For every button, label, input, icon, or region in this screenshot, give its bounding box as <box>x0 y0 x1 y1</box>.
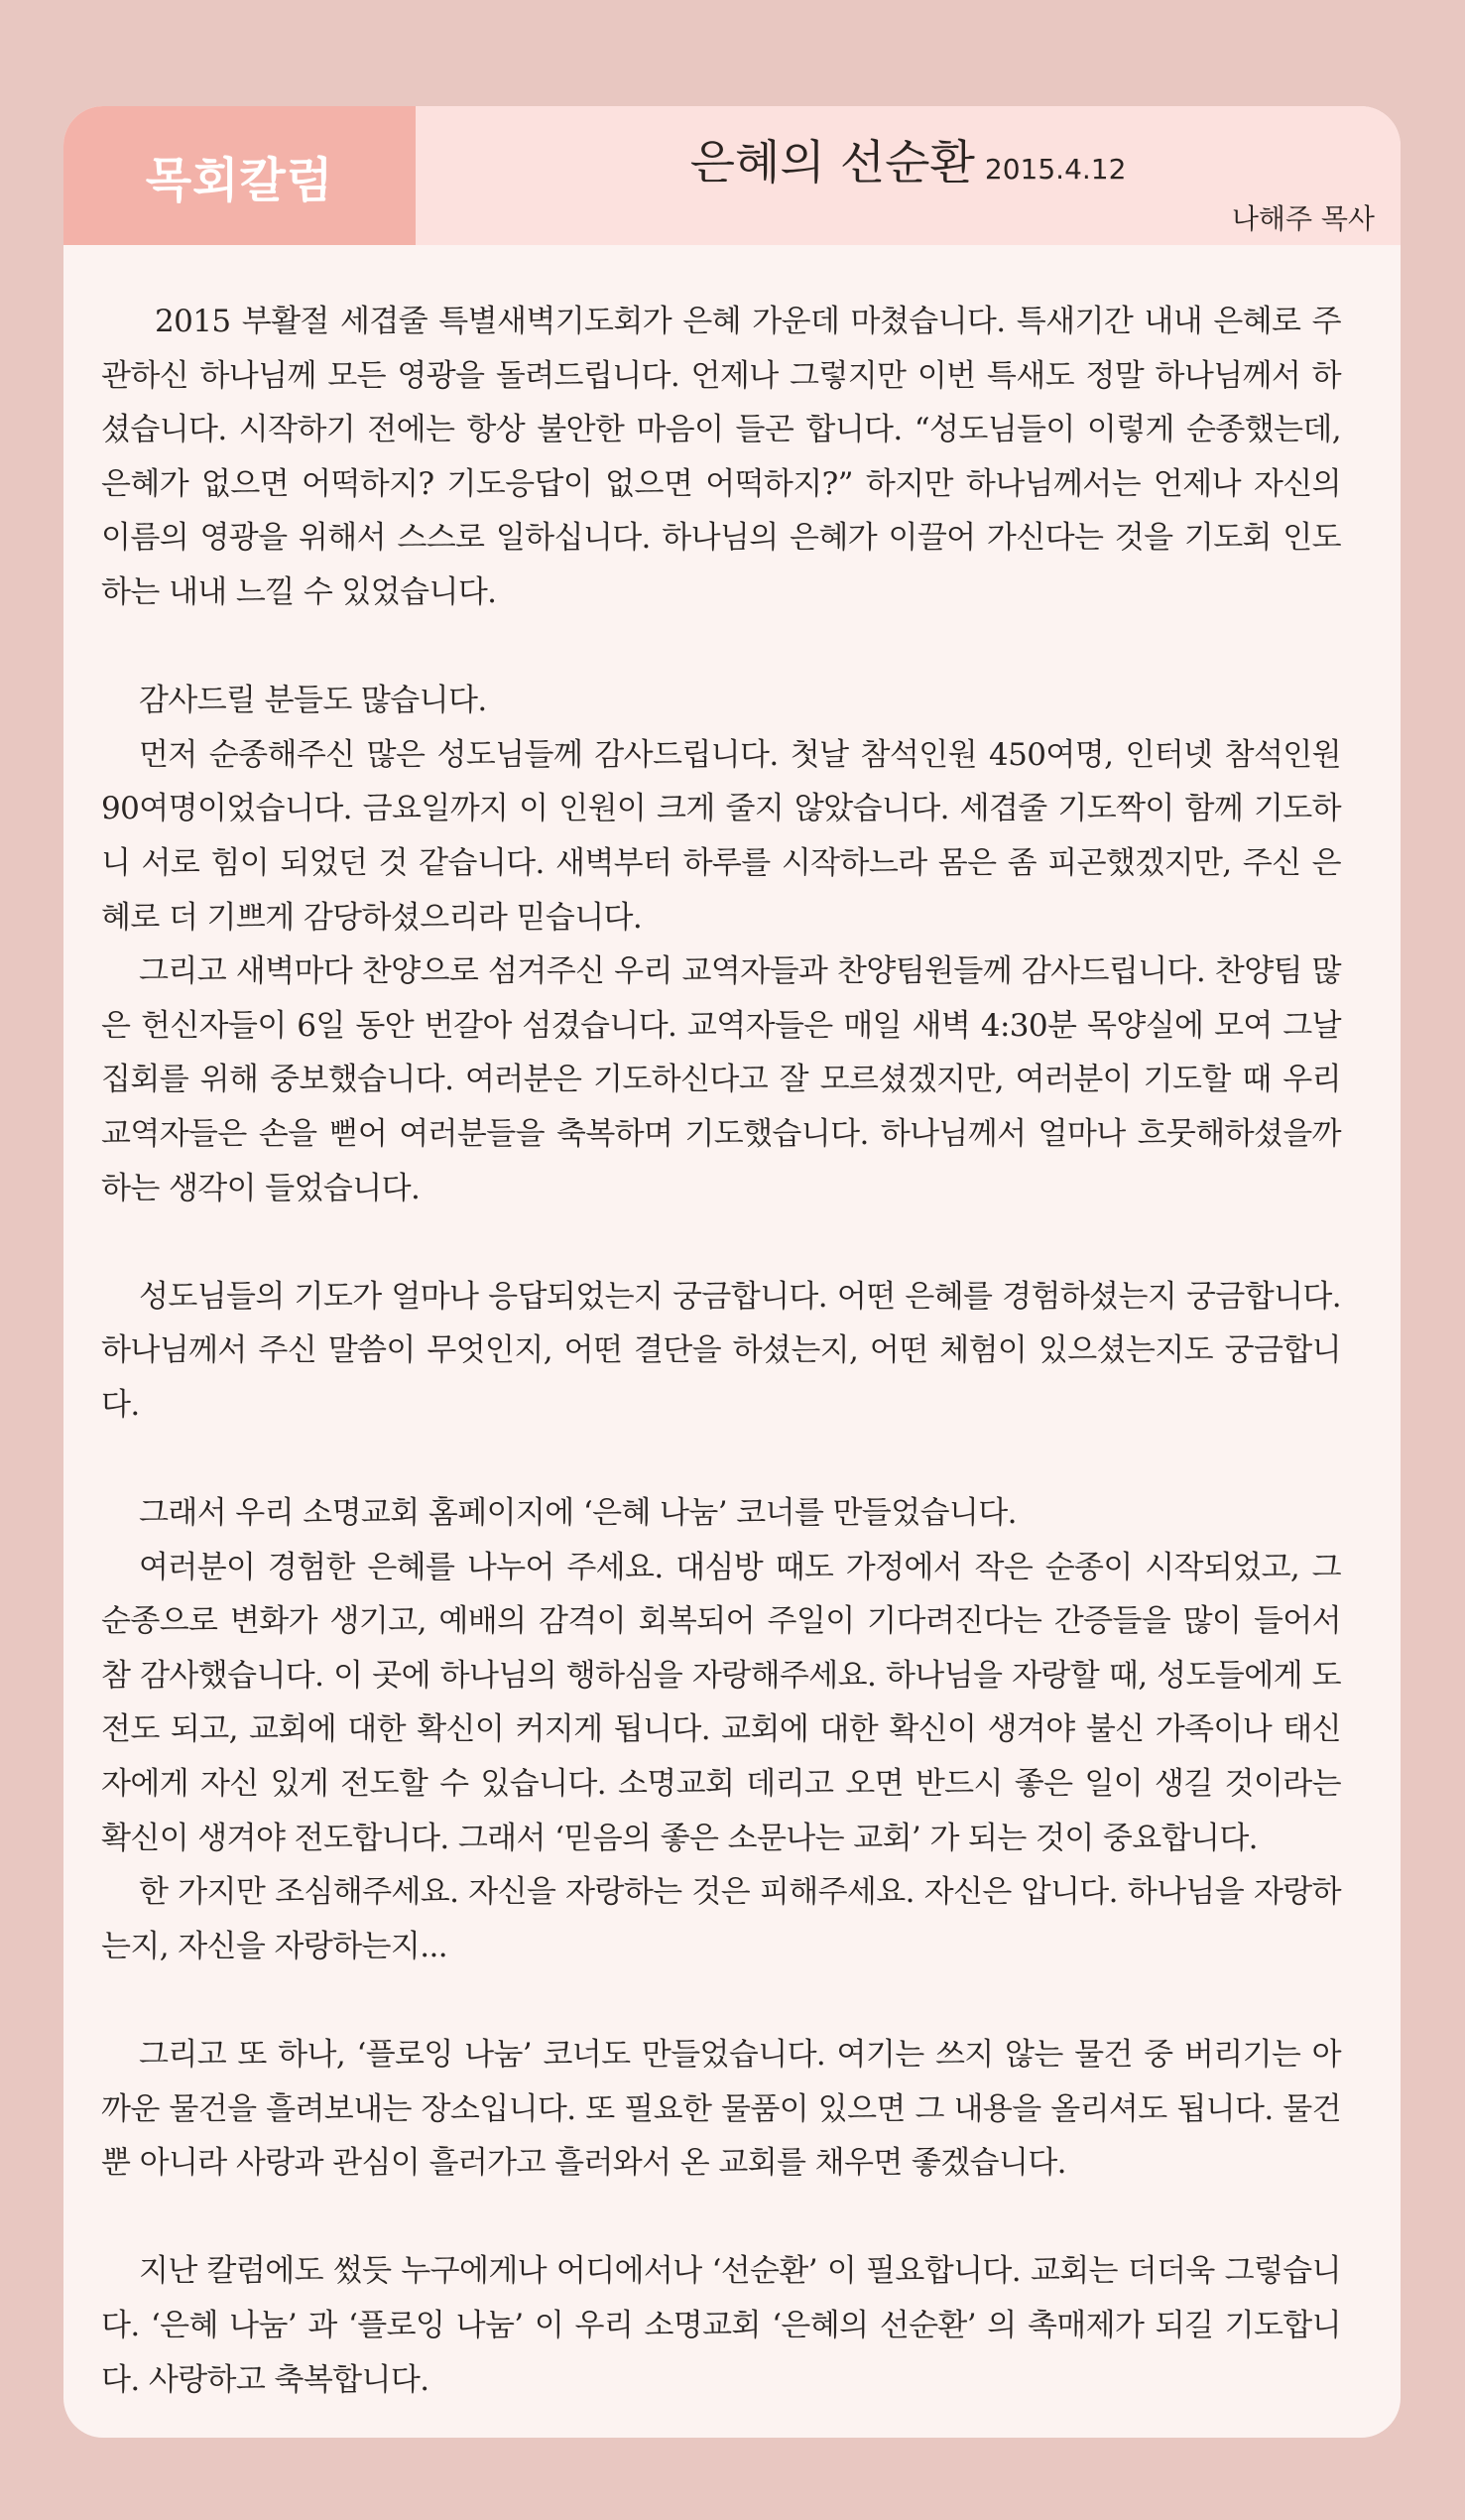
column-card <box>63 106 1401 2438</box>
paragraph-grace-corner: 그래서 우리 소명교회 홈페이지에 ‘은혜 나눔’ 코너를 만들었습니다. <box>139 1495 1017 1532</box>
paragraph-intro: 2015 부활절 세겹줄 특별새벽기도회가 은혜 가운데 마쳤습니다. 특새기간 내내 은혜로 주관하신 하나님께 모든 영광을 돌려드립니다. 언제나 그렇지만 이번 특새도 정말 하나님께서 하셨습니다. 시작하기 전에는 항상 불안한 마음이 들곤 합니다. “성도님들이 이렇게 순종했는데, 은혜가 없으면 어떡하지? 기도응답이 없으면 어떡하지?” 하지만 하나님께서는 언제나 자신의 이름의 영광을 위해서 스스로 일하십니다. 하나님의 은혜가 이끌어 가신다는 것을 기도회 인도하는 내내 느낄 수 있었습니다. <box>101 304 1341 610</box>
column-label: 목회칼럼 <box>145 152 334 208</box>
paragraph-gap <box>101 2191 1341 2245</box>
paragraph-closing: 지난 칼럼에도 썼듯 누구에게나 어디에서나 ‘선순환’ 이 필요합니다. 교회는 더더욱 그렇습니다. ‘은혜 나눔’ 과 ‘플로잉 나눔’ 이 우리 소명교회 ‘은혜의 선순환’ 의 촉매제가 되길 기도합니다. 사랑하고 축복합니다. <box>101 2253 1341 2398</box>
paragraph-thanks-congregation: 먼저 순종해주신 많은 성도님들께 감사드립니다. 첫날 참석인원 450여명, 인터넷 참석인원 90여명이었습니다. 금요일까지 이 인원이 크게 줄지 않았습니다. 세겹줄 기도짝이 함께 기도하니 서로 힘이 되었던 것 같습니다. 새벽부터 하루를 시작하느라 몸은 좀 피곤했겠지만, 주신 은혜로 더 기쁘게 감당하셨으리라 믿습니다. <box>101 736 1341 936</box>
paragraph-caution: 한 가지만 조심해주세요. 자신을 자랑하는 것은 피해주세요. 자신은 압니다. 하나님을 자랑하는지, 자신을 자랑하는지... <box>101 1874 1341 1964</box>
paragraph-gap <box>101 1432 1341 1486</box>
paragraph-gap <box>101 620 1341 675</box>
publish-date: 2015.4.12 <box>984 153 1127 186</box>
paragraph-gap <box>101 1973 1341 2028</box>
page-title: 은혜의 선순환 <box>689 136 975 190</box>
paragraph-thanks-staff: 그리고 새벽마다 찬양으로 섬겨주신 우리 교역자들과 찬양팀원들께 감사드립니다. 찬양팀 많은 헌신자들이 6일 동안 번갈아 섬겼습니다. 교역자들은 매일 새벽 4:30분 목양실에 모여 그날 집회를 위해 중보했습니다. 여러분은 기도하신다고 잘 모르셨겠지만, 여러분이 기도할 때 우리 교역자들은 손을 뻗어 여러분들을 축복하며 기도했습니다. 하나님께서 얼마나 흐뭇해하셨을까 하는 생각이 들었습니다. <box>101 953 1341 1206</box>
article-body <box>101 295 1341 2407</box>
column-label-box <box>63 106 416 245</box>
author: 나해주 목사 <box>1231 202 1375 235</box>
paragraph-thanks-heading: 감사드릴 분들도 많습니다. <box>139 683 487 719</box>
column-header <box>63 106 1401 245</box>
paragraph-flowing-corner: 그리고 또 하나, ‘플로잉 나눔’ 코너도 만들었습니다. 여기는 쓰지 않는 물건 중 버리기는 아까운 물건을 흘려보내는 장소입니다. 또 필요한 물품이 있으면 그 내용을 올리셔도 됩니다. 물건뿐 아니라 사랑과 관심이 흘러가고 흘러와서 온 교회를 채우면 좋겠습니다. <box>101 2037 1341 2182</box>
paragraph-share-grace: 여러분이 경험한 은혜를 나누어 주세요. 대심방 때도 가정에서 작은 순종이 시작되었고, 그 순종으로 변화가 생기고, 예배의 감격이 회복되어 주일이 기다려진다는 간증들을 많이 들어서 참 감사했습니다. 이 곳에 하나님의 행하심을 자랑해주세요. 하나님을 자랑할 때, 성도들에게 도전도 되고, 교회에 대한 확신이 커지게 됩니다. 교회에 대한 확신이 생겨야 불신 가족이나 태신자에게 자신 있게 전도할 수 있습니다. 소명교회 데리고 오면 반드시 좋은 일이 생길 것이라는 확신이 생겨야 전도합니다. 그래서 ‘믿음의 좋은 소문나는 교회’ 가 되는 것이 중요합니다. <box>101 1549 1341 1856</box>
paragraph-gap <box>101 1215 1341 1270</box>
title-row <box>416 126 1401 192</box>
paragraph-curious: 성도님들의 기도가 얼마나 응답되었는지 궁금합니다. 어떤 은혜를 경험하셨는지 궁금합니다. 하나님께서 주신 말씀이 무엇인지, 어떤 결단을 하셨는지, 어떤 체험이 있으셨는지도 궁금합니다. <box>101 1278 1341 1423</box>
